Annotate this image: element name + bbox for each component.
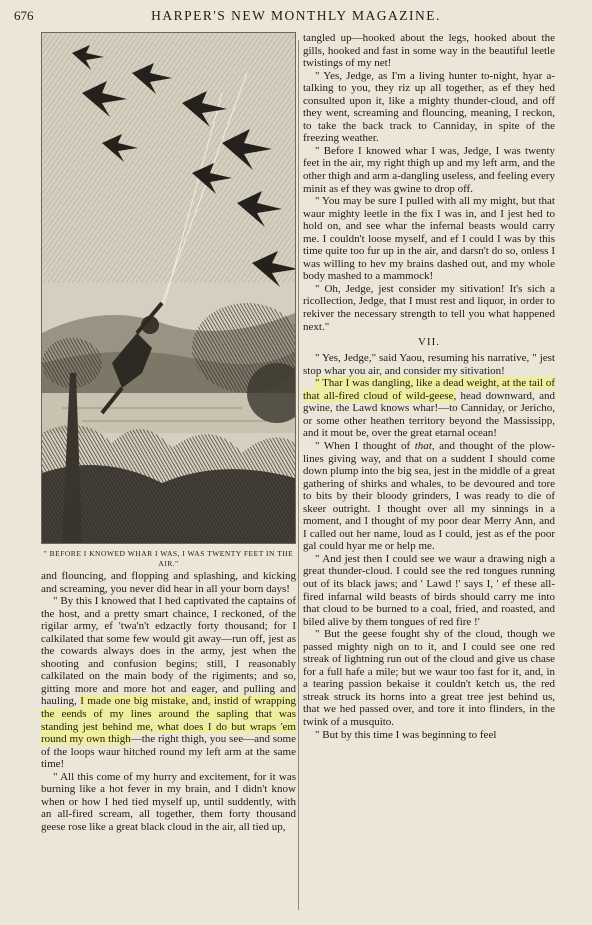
text-run: head downward, and gwine, the Lawd knows whar!—to Canniday, or Jericho, or some other heathen territory beyond the Massissipp, and it mout be, over the great etarnal ocean! — [303, 389, 555, 440]
section-number: VII. — [417, 336, 441, 349]
right-paragraph-1: tangled up—hooked about the legs, hooked about the gills, hooked and fast in some way in the beautiful leetle twistings of my net! — [303, 32, 555, 70]
text-run: —the right thigh, you see—and some of the loops waur hitched round my left arm at the same time! — [41, 733, 296, 771]
text-run: , and thought of the plow-lines giving way, and that on a suddent I should come down plump into the big sea, jest in the middle of a great gathering of shirks and whales, to be devoured and tore to bits by their bloody grinders, I was ready to die of skeer outright. I thought over all my sinnings in a moment, and I thought of my poor dear Merry Ann, and I called out her name, loud as I could, jest as ef the poor gal could hyar me or help me. — [303, 439, 556, 553]
emphasis: that — [414, 439, 432, 452]
highlighted-passage: " Thar I was dangling, like a dead weight, at the tail of that all-fired cloud of wild-geese, — [303, 377, 555, 402]
right-paragraph-3: " Before I knowed whar I was, Jedge, I was twenty feet in the air, my right thigh up and my left arm, and the other thigh and arm a-dangling useless, and feeling every minit as ef they was gwine to drop off. — [303, 144, 556, 195]
right-paragraph-9: " And jest then I could see we waur a drawing nigh a great thunder-cloud. I could see the red tongues running out of its black jaws; and ' Lawd !' says I, ' ef these all-fired infarnal wild beasts of birds should carry me into that cloud to be burned to a coal, fried, and roasted, and biled alive by them tongues of red fire !' — [303, 552, 555, 628]
right-column — [303, 32, 555, 741]
journal-title: HARPER'S NEW MONTHLY MAGAZINE. — [151, 8, 441, 23]
right-paragraph-10: " But the geese fought shy of the cloud, though we passed mighty nigh on to it, and I could see one red streak of lightning run out of the cloud and give us chase for a full hafe a mile; but we waur too fast for it, and, in a tearing passion bekaise it couldn't ketch us, the red streak struck its horns into a great tree jest behind us, that we hed passed over, and tore it into flinders, in the twink of a musquito. — [303, 628, 555, 728]
right-paragraph-7 — [303, 377, 555, 440]
right-paragraph-4: " You may be sure I pulled with all my might, but that waur mighty leetle in the fix I was in, and I jest hed to hold on, and see whar the infernal beasts would carry me. I couldn't loose myself, and ef I could I was by this time quite too fur up in the air, and darsn't do so, onless I was willing to hev my brains dashed out, and my whole body mashed to a mammock! — [303, 195, 555, 283]
right-paragraph-11: " But by this time I was beginning to feel — [315, 728, 497, 741]
right-paragraph-5: " Oh, Jedge, jest consider my sitivation! It's sich a ricollection, Jedge, that I must rest and liquor, in order to rekiver the necessary strength to tell you what happened next." — [303, 282, 555, 333]
page-number: 676 — [14, 8, 34, 23]
engraving-hunter-lifted-by-geese — [42, 33, 295, 543]
text-run: " By this I knowed that I hed captivated the captains of the host, and a pretty smart chaince, I reckoned, of the rigilar army, ef 'twa'n't edzactly forty thousand; for I calkilated that some few would git away—run off, jest as the cowards always does in the army, jest when the shooting and confusion begins; still, I reasonably calkilated on the main body of the rigiments; and so, gitting more and more hot and eager, and pulling and hauling, — [41, 595, 296, 708]
left-paragraph-3: " All this come of my hurry and excitement, for it was burning like a hot fever in my brain, and I didn't know when or how I hed tied myself up, until suddently, with an all-fired scream, all together, them forty thousand geese rose like a great black cloud in the air, all tied up, — [41, 770, 296, 833]
right-paragraph-2: " Yes, Jedge, as I'm a living hunter to-night, hyar a-talking to you, they riz up all together, as ef they hed consulted upon it, like a mighty thunder-cloud, and off they went, screaming and flouncing, meaning, I reckon, to take the back track to Canniday, in spite of the freezing weather. — [303, 69, 555, 145]
left-paragraph-2 — [41, 595, 296, 771]
left-column — [41, 32, 296, 833]
column-divider — [298, 40, 299, 910]
engraving-illustration — [41, 32, 296, 544]
text-run: " When I thought of — [315, 439, 415, 452]
illustration-caption: " BEFORE I KNOWED WHAR I WAS, I WAS TWENTY FEET IN THE AIR." — [43, 549, 294, 568]
running-head — [14, 8, 578, 28]
highlighted-passage: I made one big mistake, and, instid of wrapping the eends of my lines around the sapling that was standing jest behind me, what does I do but wraps 'em round my own thigh — [41, 695, 296, 746]
right-paragraph-8 — [303, 440, 555, 553]
right-paragraph-6: " Yes, Jedge," said Yaou, resuming his narrative, " jest stop whar you air, and consider my sitivation! — [303, 352, 555, 377]
left-paragraph-1: and flouncing, and flopping and splashing, and kicking and screaming, you never did hear in all your born days! — [41, 570, 296, 595]
